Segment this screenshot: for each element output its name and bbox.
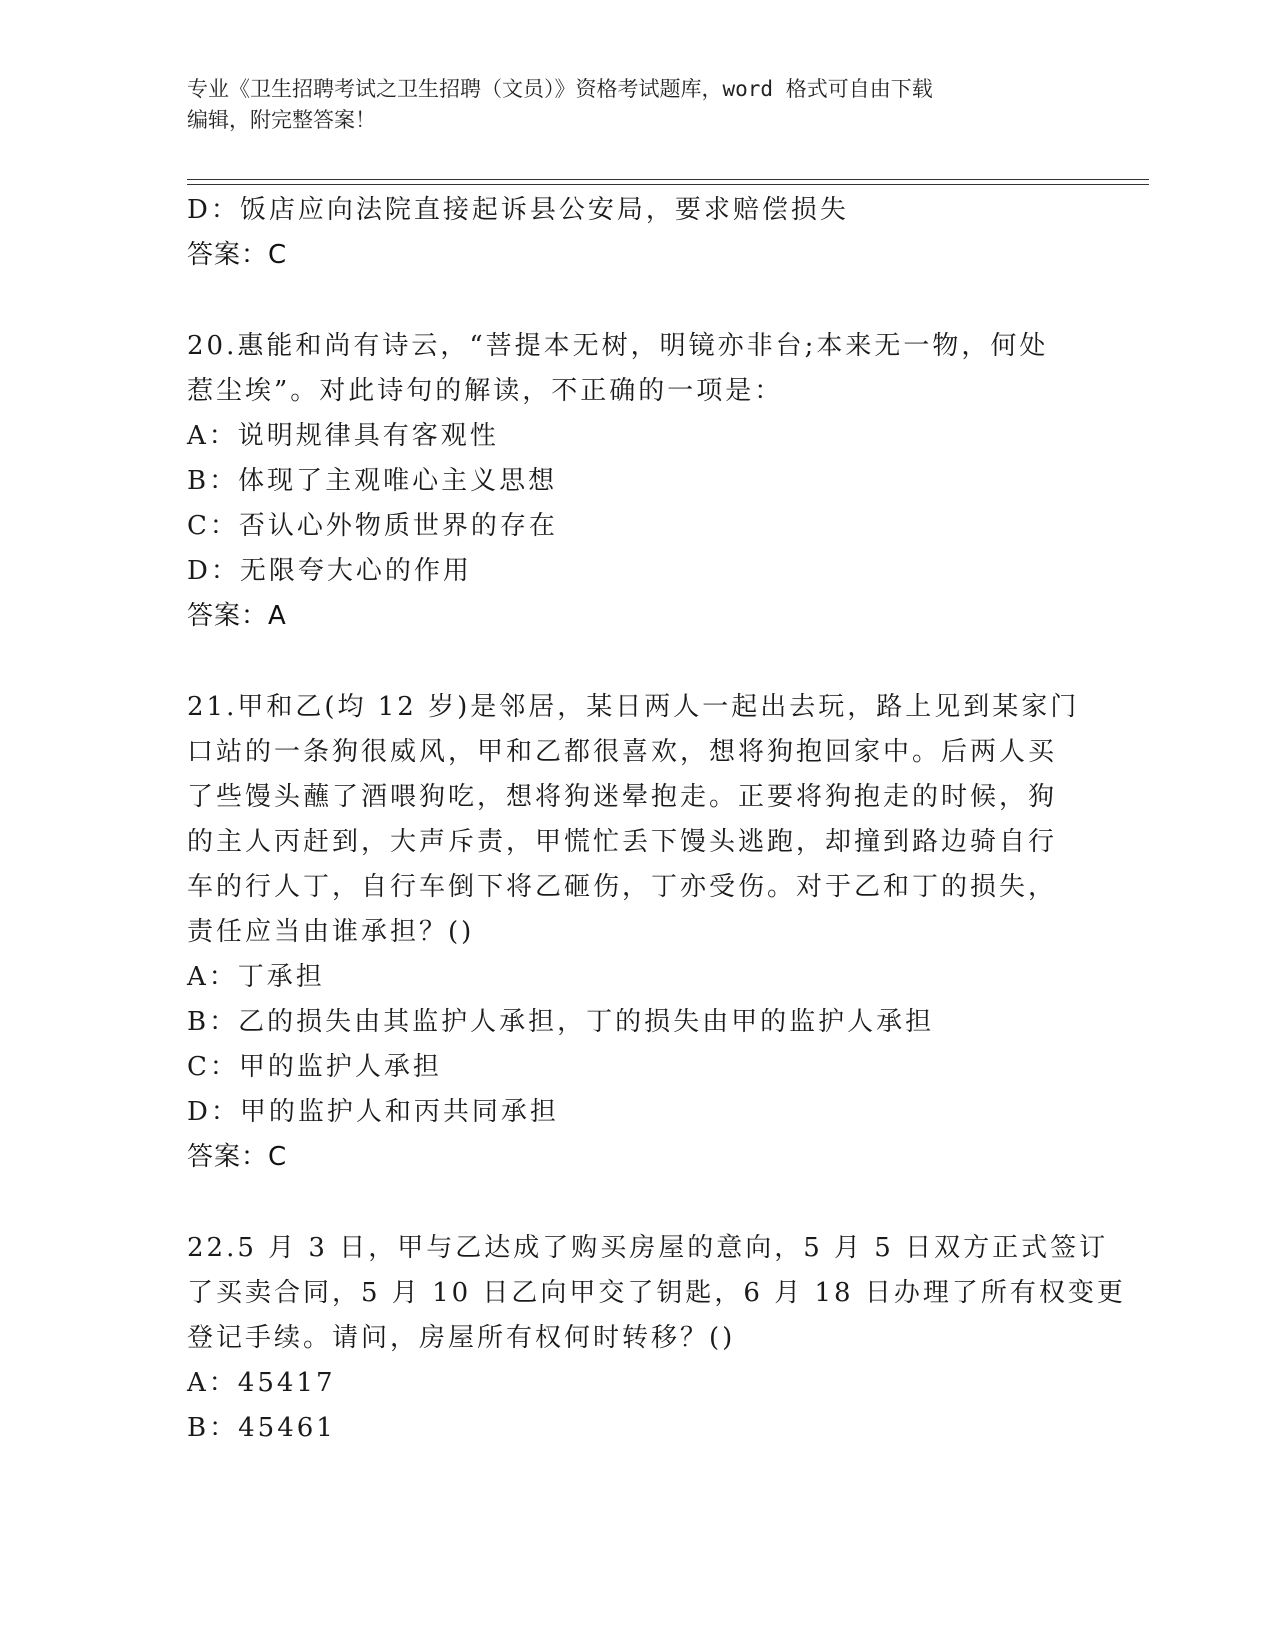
question-22 [187, 1226, 1126, 1451]
q20-option-c: C：否认心外物质世界的存在 [187, 511, 558, 541]
spacer [187, 639, 1107, 685]
q22-option-b: B：45461 [187, 1413, 336, 1443]
q21-option-b: B：乙的损失由其监护人承担，丁的损失由甲的监护人承担 [187, 1007, 935, 1037]
q22-stem-line: 登记手续。请问，房屋所有权何时转移？() [187, 1323, 736, 1353]
header-divider-top [187, 179, 1149, 180]
q20-answer: 答案：A [187, 601, 287, 631]
q22-stem-line: 了买卖合同，5 月 10 日乙向甲交了钥匙，6 月 18 日办理了所有权变更 [187, 1278, 1126, 1308]
q19-answer: 答案：C [187, 240, 288, 270]
q21-stem-line: 了些馒头蘸了酒喂狗吃，想将狗迷晕抱走。正要将狗抱走的时候，狗 [187, 782, 1058, 812]
q21-stem-line: 车的行人丁，自行车倒下将乙砸伤，丁亦受伤。对于乙和丁的损失， [187, 872, 1058, 902]
q21-stem-line: 21.甲和乙(均 12 岁)是邻居，某日两人一起出去玩，路上见到某家门 [187, 692, 1080, 722]
header-line-1: 专业《卫生招聘考试之卫生招聘（文员）》资格考试题库，word 格式可自由下载 [187, 77, 933, 101]
question-content [187, 188, 1126, 1451]
q21-answer: 答案：C [187, 1142, 288, 1172]
spacer [187, 1180, 1107, 1226]
q20-stem-line: 惹尘埃”。对此诗句的解读，不正确的一项是： [187, 376, 784, 406]
q21-option-c: C：甲的监护人承担 [187, 1052, 442, 1082]
q21-stem-line: 的主人丙赶到，大声斥责，甲慌忙丢下馒头逃跑，却撞到路边骑自行 [187, 827, 1058, 857]
document-header [187, 74, 1087, 136]
q22-stem-line: 22.5 月 3 日，甲与乙达成了购买房屋的意向，5 月 5 日双方正式签订 [187, 1233, 1109, 1263]
q20-option-b: B：体现了主观唯心主义思想 [187, 466, 558, 496]
q21-option-a: A：丁承担 [187, 962, 325, 992]
q22-option-a: A：45417 [187, 1368, 336, 1398]
q20-option-a: A：说明规律具有客观性 [187, 421, 499, 451]
q19-option-d: D：饭店应向法院直接起诉县公安局，要求赔偿损失 [187, 195, 849, 225]
q21-option-d: D：甲的监护人和丙共同承担 [187, 1097, 559, 1127]
header-line-2: 编辑，附完整答案！ [187, 108, 376, 132]
q21-stem-line: 责任应当由谁承担？() [187, 917, 475, 947]
q20-stem-line: 20.惠能和尚有诗云，“菩提本无树，明镜亦非台;本来无一物，何处 [187, 331, 1049, 361]
spacer [187, 278, 1107, 324]
question-20 [187, 324, 1107, 639]
header-divider-bottom [187, 184, 1149, 185]
question-21 [187, 685, 1107, 1180]
q20-option-d: D：无限夸大心的作用 [187, 556, 472, 586]
q21-stem-line: 口站的一条狗很威风，甲和乙都很喜欢，想将狗抱回家中。后两人买 [187, 737, 1058, 767]
